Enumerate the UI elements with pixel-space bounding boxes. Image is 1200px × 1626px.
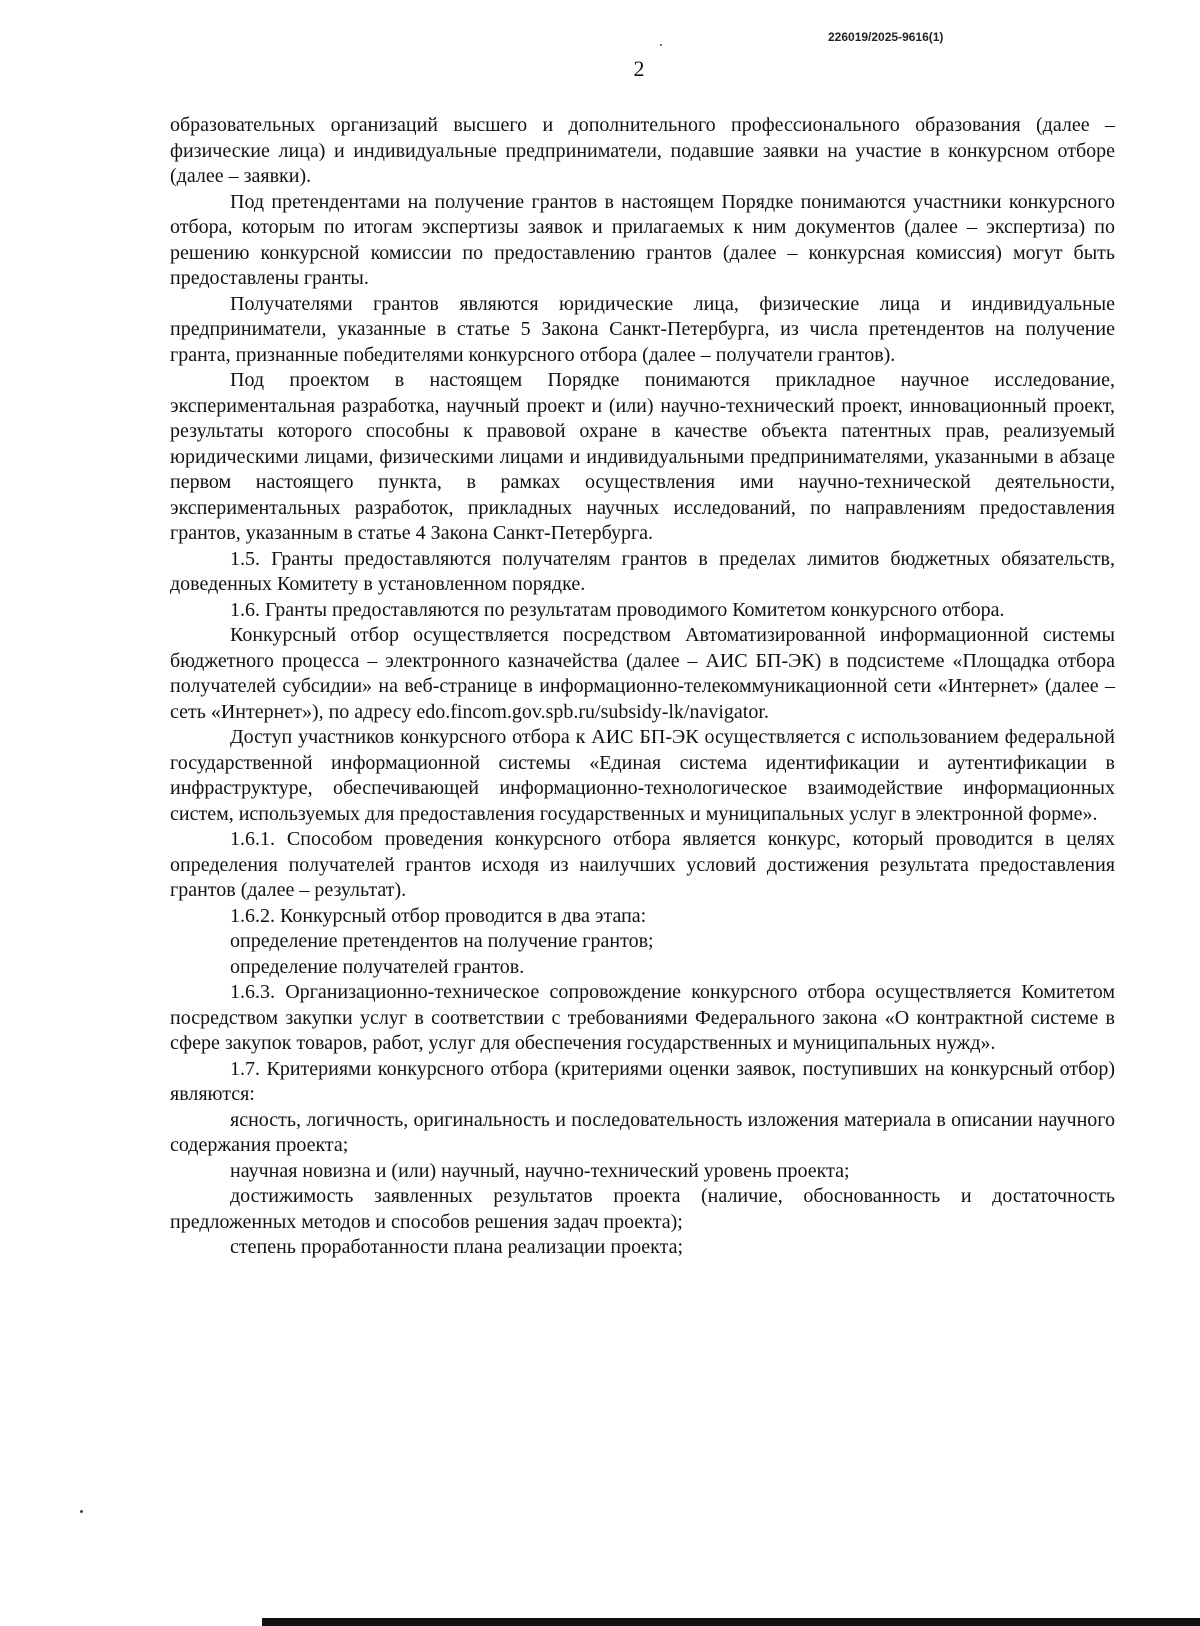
paragraph-recipients: Получателями грантов являются юридические лица, физические лица и индивидуальные предприниматели, указанные в статье 5 Закона Санкт-Петербурга, из числа претендентов на получение гранта, признанные победителями конкурсного отбора (далее – получатели грантов). [170, 292, 1115, 366]
paragraph-applicants: Под претендентами на получение грантов в настоящем Порядке понимаются участники конкурсного отбора, которым по итогам экспертизы заявок и прилагаемых к ним документов (далее – экспертиза) по решению конкурсной комиссии по предоставлению грантов (далее – конкурсная комиссия) могут быть предоставлены гранты. [170, 190, 1115, 289]
paragraph-project-definition: Под проектом в настоящем Порядке понимаются прикладное научное исследование, экспериментальная разработка, научный проект и (или) научно-технический проект, инновационный проект, результаты которого способны к правовой охране в качестве объекта патентных прав, реализуемый юридическими лицами, физическими лицами и индивидуальными предпринимателями, указанными в абзаце первом настоящего пункта, в рамках осуществления ими научно-технической деятельности, экспериментальных разработок, прикладных научных исследований, по направлениям предоставления грантов, указанным в статье 4 Закона Санкт-Петербурга. [170, 369, 1115, 544]
document-id: 226019/2025-9616(1) [828, 30, 944, 44]
paragraph-stage-1: определение претендентов на получение грантов; [230, 930, 654, 952]
paragraph-1-6-2: 1.6.2. Конкурсный отбор проводится в два этапа: [230, 904, 647, 927]
paragraph-1-6-1: 1.6.1. Способом проведения конкурсного отбора является конкурс, который проводится в целях определения получателей грантов исходя из наилучших условий достижения результата предоставления грантов (далее – результат). [170, 828, 1115, 901]
paragraph-access: Доступ участников конкурсного отбора к АИС БП-ЭК осуществляется с использованием федеральной государственной информационной системы «Единая система идентификации и аутентификации в инфраструктуре, обеспечивающей информационно-технологическое взаимодействие информационных систем, используемых для предоставления государственных и муниципальных услуг в электронной форме». [170, 726, 1115, 825]
paragraph-criterion-4: степень проработанности плана реализации проекта; [230, 1236, 684, 1258]
page-number: 2 [633, 56, 645, 81]
paragraph-1-7: 1.7. Критериями конкурсного отбора (критериями оценки заявок, поступивших на конкурсный отбор) являются: [170, 1057, 1115, 1105]
document-body [170, 113, 1115, 1261]
paragraph-1-6-3: 1.6.3. Организационно-техническое сопровождение конкурсного отбора осуществляется Комитетом посредством закупки услуг в соответствии с требованиями Федерального закона «О контрактной системе в сфере закупок товаров, работ, услуг для обеспечения государственных и муниципальных нужд». [170, 981, 1115, 1054]
paragraph-1-5: 1.5. Гранты предоставляются получателям грантов в пределах лимитов бюджетных обязательств, доведенных Комитету в установленном порядке. [170, 547, 1115, 595]
paragraph-stage-2: определение получателей грантов. [230, 955, 525, 978]
scan-speck [80, 1510, 83, 1513]
paragraph-ais-bp-ek: Конкурсный отбор осуществляется посредством Автоматизированной информационной системы бюджетного процесса – электронного казначейства (далее – АИС БП-ЭК) в подсистеме «Площадка отбора получателей субсидии» на веб-странице в информационно-телекоммуникационной сети «Интернет» (далее – сеть «Интернет»), по адресу edo.fincom.gov.spb.ru/subsidy-lk/navigator. [170, 624, 1115, 723]
paragraph-criterion-2: научная новизна и (или) научный, научно-технический уровень проекта; [230, 1159, 850, 1182]
scan-speck [660, 44, 662, 46]
paragraph-1-6: 1.6. Гранты предоставляются по результатам проводимого Комитетом конкурсного отбора. [230, 598, 1005, 621]
paragraph-criterion-3: достижимость заявленных результатов проекта (наличие, обоснованность и достаточность предложенных методов и способов решения задач проекта); [170, 1185, 1115, 1233]
paragraph-continuation: образовательных организаций высшего и дополнительного профессионального образования (далее – физические лица) и индивидуальные предприниматели, подавшие заявки на участие в конкурсном отборе (далее – заявки). [170, 114, 1115, 187]
scan-bottom-edge [262, 1618, 1200, 1626]
paragraph-criterion-1: ясность, логичность, оригинальность и последовательность изложения материала в описании научного содержания проекта; [170, 1108, 1115, 1156]
